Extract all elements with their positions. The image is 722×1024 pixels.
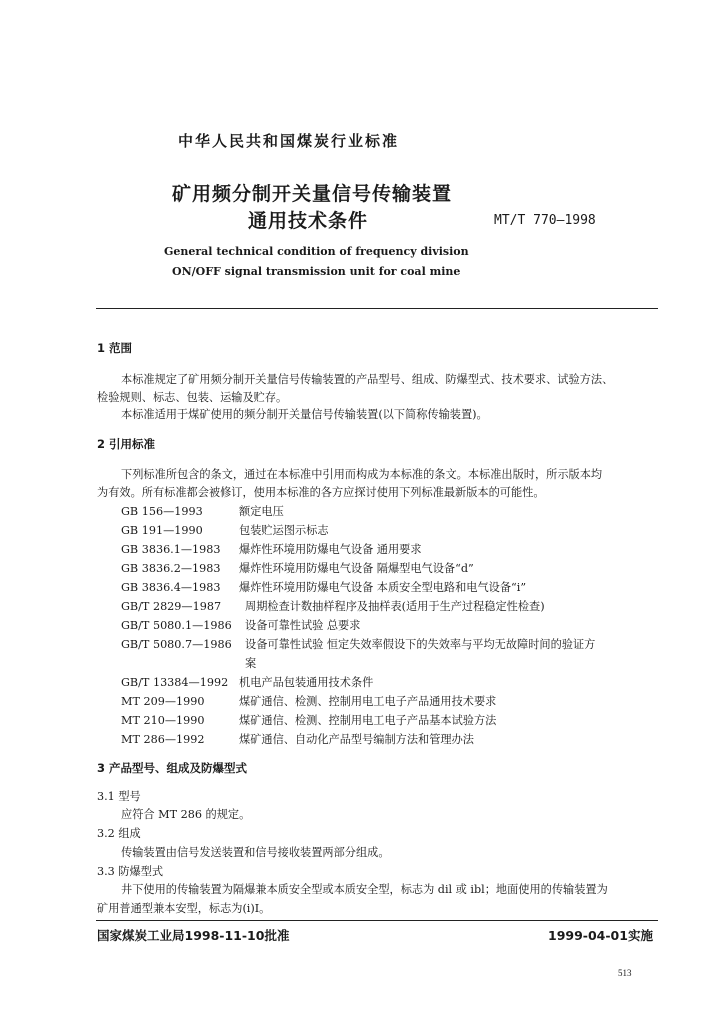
reference-title: 包装贮运图示标志 [239,524,329,537]
reference-title: 案 [245,657,257,670]
section-3-3-line1: 井下使用的传输装置为隔爆兼本质安全型或本质安全型，标志为 dil 或 ibl；地面使用的传输装置为 [121,883,608,896]
reference-item [121,674,373,690]
section-3-heading: 3 产品型号、组成及防爆型式 [97,761,248,775]
reference-item [121,636,595,652]
approval-date: 国家煤炭工业局1998-11-10批准 [97,928,290,943]
reference-title: 煤矿通信、自动化产品型号编制方法和管理办法 [239,733,474,746]
section-3-2-text: 传输装置由信号发送装置和信号接收装置两部分组成。 [121,846,390,859]
reference-item [121,522,329,538]
header-divider [96,308,658,309]
issuing-body: 中华人民共和国煤炭行业标准 [178,132,400,150]
reference-title: 煤矿通信、检测、控制用电工电子产品基本试验方法 [239,714,497,727]
section-3-3-line2: 矿用普通型兼本安型，标志为(i)I。 [97,902,271,915]
english-title-line2: ON/OFF signal transmission unit for coal mine [172,265,461,278]
reference-item [121,731,474,747]
footer-divider [96,920,658,921]
section-1-para2: 本标准适用于煤矿使用的频分制开关量信号传输装置(以下简称传输装置)。 [121,408,488,421]
reference-title: 爆炸性环境用防爆电气设备 本质安全型电路和电气设备“i” [239,581,527,594]
reference-code: GB/T 13384—1992 [121,676,229,689]
reference-code: GB 3836.2—1983 [121,562,221,575]
reference-code: GB/T 5080.7—1986 [121,638,232,651]
page-number: 513 [618,968,632,978]
reference-item [121,655,256,671]
standard-code: MT/T 770—1998 [494,213,596,228]
reference-code: GB 3836.4—1983 [121,581,221,594]
reference-item [121,617,360,633]
document-title-line1: 矿用频分制开关量信号传输装置 [172,183,453,205]
reference-item [121,598,545,614]
reference-code: GB/T 2829—1987 [121,600,222,613]
reference-title: 额定电压 [239,505,284,518]
reference-title: 爆炸性环境用防爆电气设备 通用要求 [239,543,422,556]
reference-code: GB 191—1990 [121,524,203,537]
section-2-intro-line2: 为有效。所有标准都会被修订，使用本标准的各方应探讨使用下列标准最新版本的可能性。 [97,486,545,499]
section-3-3-heading: 3.3 防爆型式 [97,865,164,878]
reference-title: 设备可靠性试验 恒定失效率假设下的失效率与平均无故障时间的验证方 [245,638,596,651]
reference-title: 煤矿通信、检测、控制用电工电子产品通用技术要求 [239,695,497,708]
reference-item [121,693,496,709]
reference-code: MT 210—1990 [121,714,205,727]
reference-code: MT 209—1990 [121,695,205,708]
section-1-para1-line1: 本标准规定了矿用频分制开关量信号传输装置的产品型号、组成、防爆型式、技术要求、试验方法、 [121,373,614,386]
reference-title: 周期检查计数抽样程序及抽样表(适用于生产过程稳定性检查) [245,600,545,613]
reference-item [121,712,496,728]
reference-code: MT 286—1992 [121,733,205,746]
section-3-1-heading: 3.1 型号 [97,790,141,803]
reference-item [121,503,284,519]
section-3-2-heading: 3.2 组成 [97,827,141,840]
effective-date: 1999-04-01实施 [548,928,653,943]
english-title-line1: General technical condition of frequency division [164,245,469,258]
reference-title: 机电产品包装通用技术条件 [239,676,374,689]
reference-item [121,560,474,576]
section-2-intro-line1: 下列标准所包含的条文，通过在本标准中引用而构成为本标准的条文。本标准出版时，所示版本均 [121,468,603,481]
reference-item [121,541,422,557]
section-2-heading: 2 引用标准 [97,437,156,451]
reference-code: GB 3836.1—1983 [121,543,221,556]
section-3-1-text: 应符合 MT 286 的规定。 [121,808,251,821]
reference-item [121,579,526,595]
document-title-line2: 通用技术条件 [248,210,369,232]
reference-code: GB/T 5080.1—1986 [121,619,232,632]
section-1-para1-line2: 检验规则、标志、包装、运输及贮存。 [97,391,288,404]
reference-title: 设备可靠性试验 总要求 [245,619,361,632]
reference-code: GB 156—1993 [121,505,203,518]
reference-title: 爆炸性环境用防爆电气设备 隔爆型电气设备“d” [239,562,474,575]
section-1-heading: 1 范围 [97,341,133,355]
